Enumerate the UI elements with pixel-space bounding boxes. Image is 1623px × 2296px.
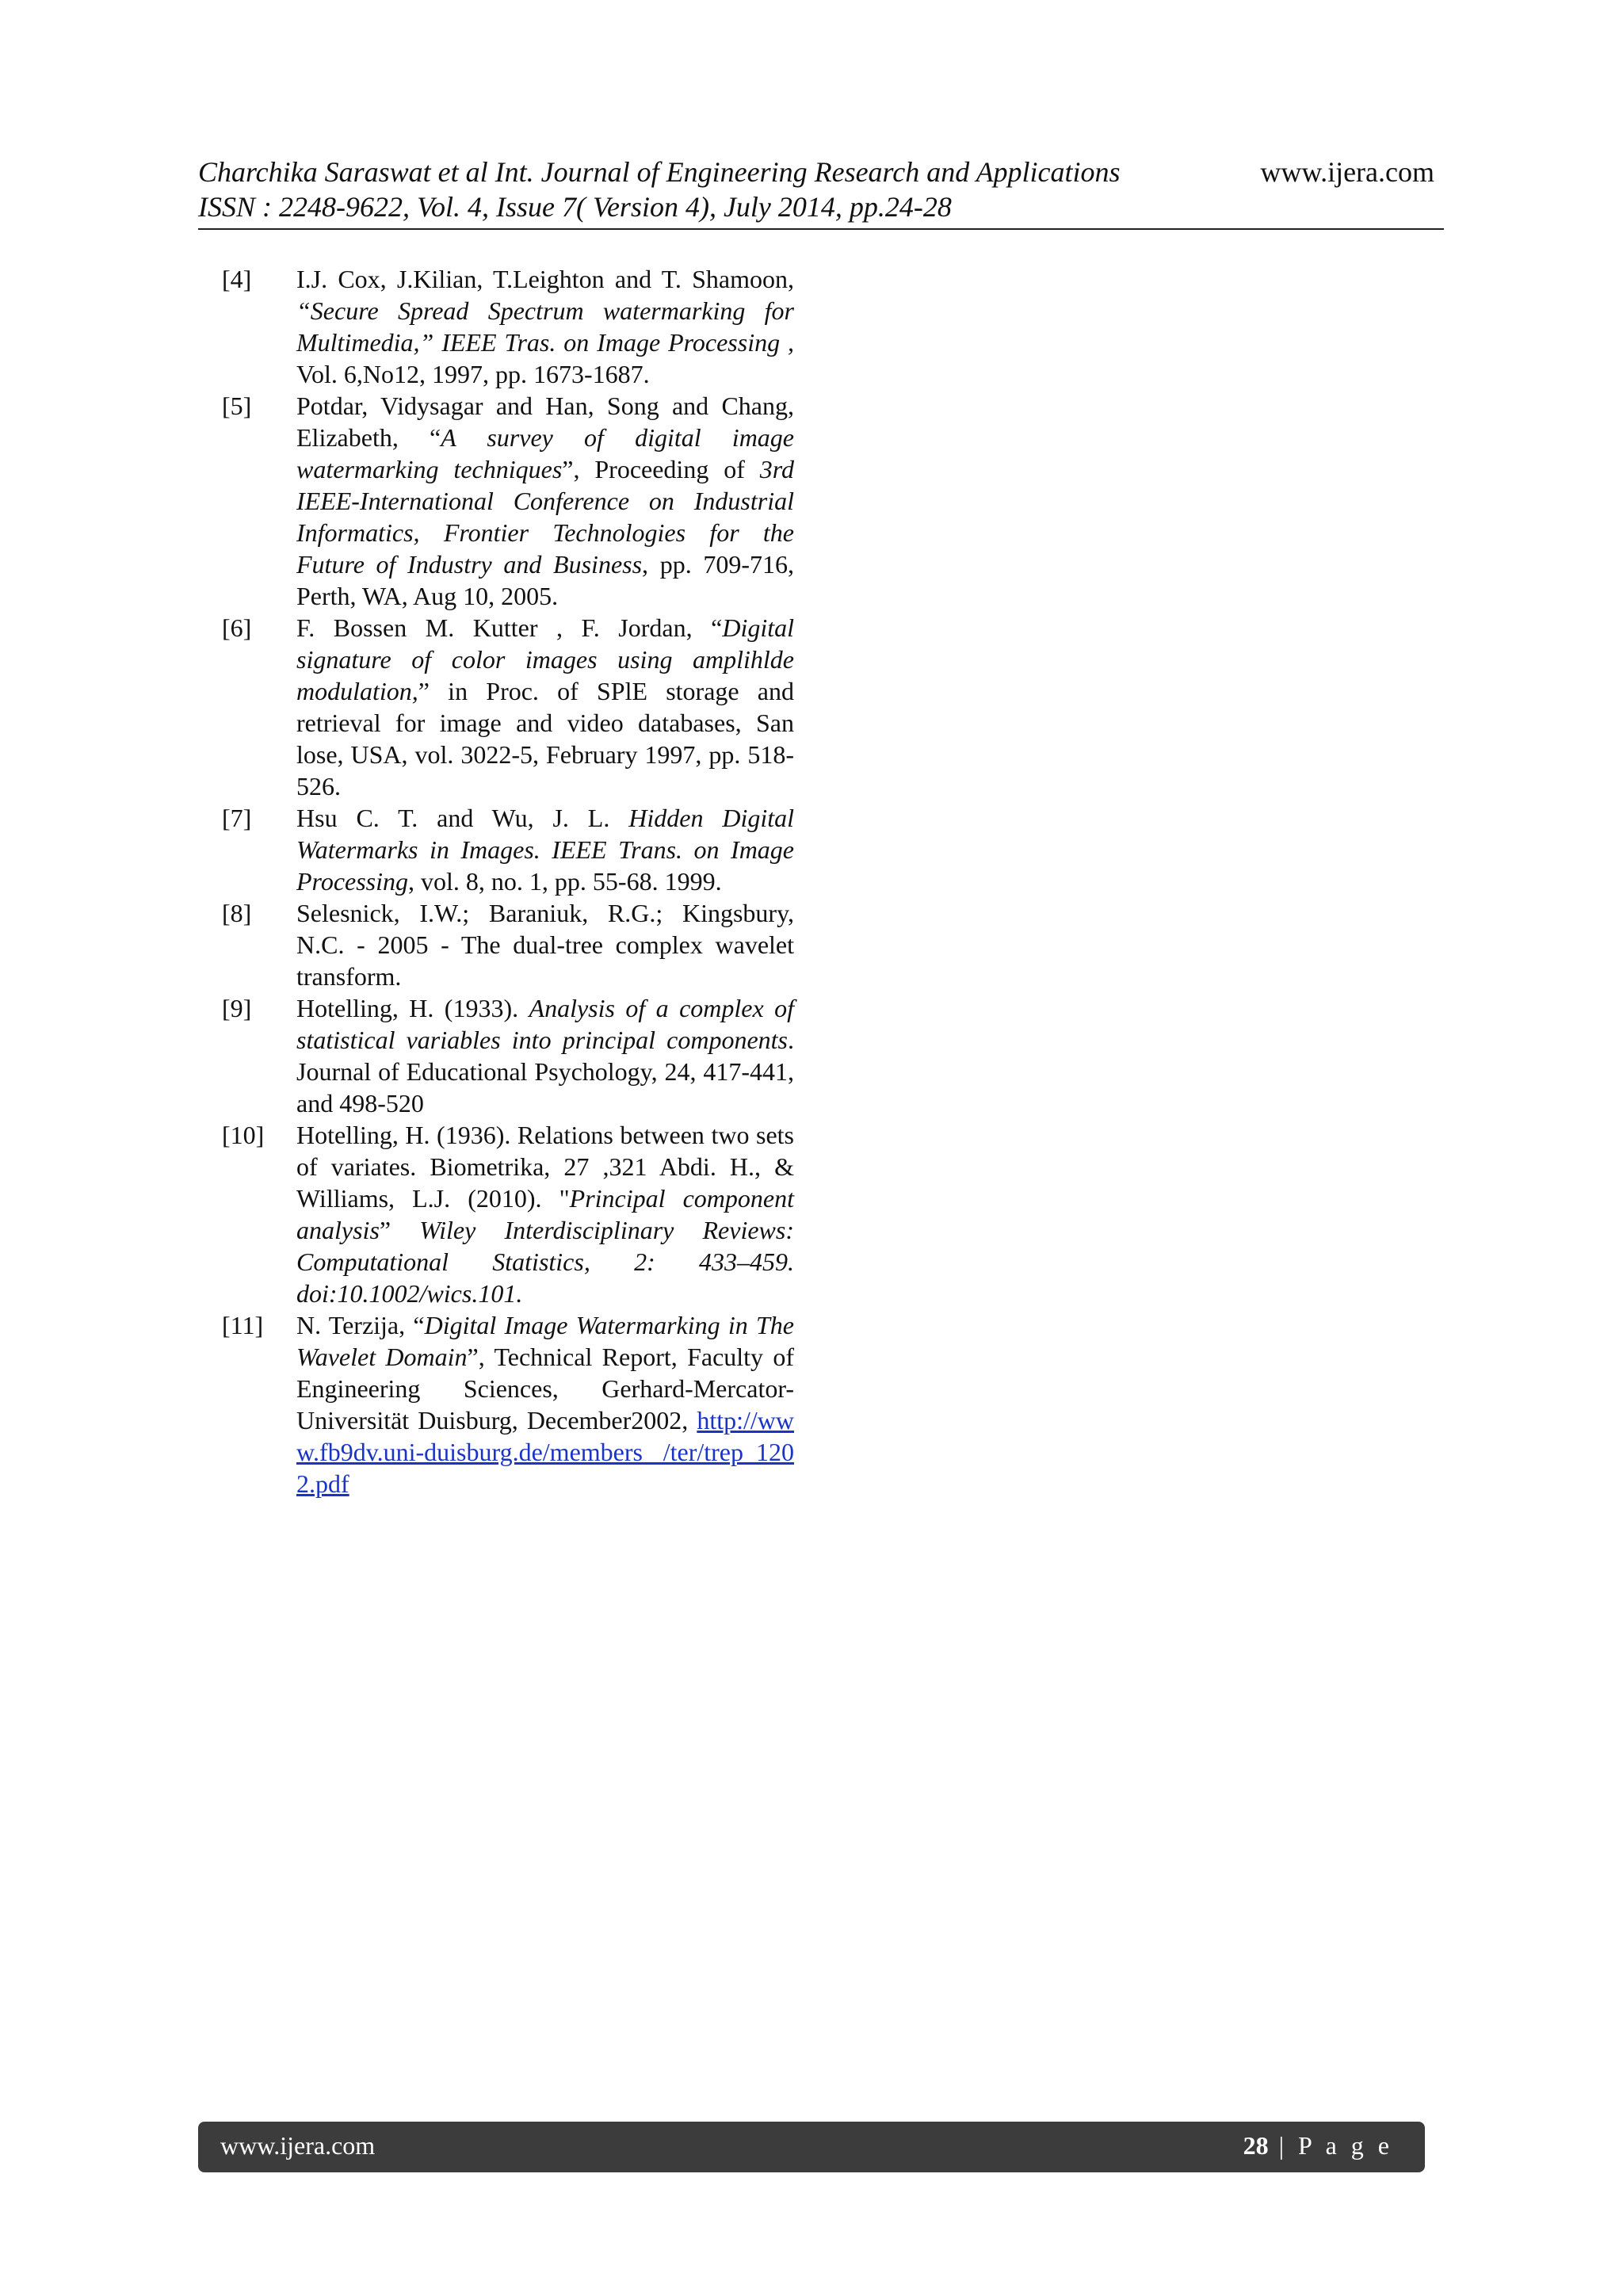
reference-11 bbox=[222, 1309, 794, 1499]
reference-4 bbox=[222, 263, 794, 390]
reference-6 bbox=[222, 612, 794, 802]
reference-number: [4] bbox=[222, 265, 252, 293]
reference-number: [5] bbox=[222, 392, 252, 420]
reference-number: [7] bbox=[222, 804, 252, 832]
reference-text: F. Bossen M. Kutter , F. Jordan, “Digital signature of color images using amplihlde modulation,” in Proc. of SPlE storage and retrieval for image and video databases, San lose, USA, vol. 3022-5, February 1997, pp. 518-526. bbox=[296, 613, 794, 800]
reference-text: Selesnick, I.W.; Baraniuk, R.G.; Kingsbury, N.C. - 2005 - The dual-tree complex wavelet transform. bbox=[296, 899, 794, 991]
reference-text: Potdar, Vidysagar and Han, Song and Chang, Elizabeth, “A survey of digital image watermarking techniques”, Proceeding of 3rd IEEE-International Conference on Industrial Informatics, Frontier Technologies for the Future of Industry and Business, pp. 709-716, Perth, WA, Aug 10, 2005. bbox=[296, 392, 795, 610]
journal-title: Charchika Saraswat et al Int. Journal of Engineering Research and Applications bbox=[198, 156, 1121, 188]
reference-number: [10] bbox=[222, 1121, 265, 1149]
journal-issn: ISSN : 2248-9622, Vol. 4, Issue 7( Version 4), July 2014, pp.24-28 bbox=[198, 191, 952, 223]
page-header bbox=[198, 155, 1444, 230]
reference-5 bbox=[222, 390, 794, 612]
page-footer bbox=[198, 2122, 1425, 2172]
reference-number: [9] bbox=[222, 994, 252, 1022]
reference-list bbox=[222, 263, 794, 1499]
reference-9 bbox=[222, 992, 794, 1119]
header-website[interactable]: www.ijera.com bbox=[1260, 156, 1434, 188]
footer-website[interactable]: www.ijera.com bbox=[220, 2131, 376, 2160]
reference-8 bbox=[222, 897, 794, 992]
page-number: 28 | P a g e bbox=[1243, 2131, 1393, 2160]
reference-7 bbox=[222, 802, 794, 897]
reference-number: [8] bbox=[222, 899, 252, 927]
reference-text: Hotelling, H. (1936). Relations between two sets of variates. Biometrika, 27 ,321 Abdi. H., & Williams, L.J. (2010). "Principal component analysis” Wiley Interdisciplinary Reviews: Computational Statistics, 2: 433–459. doi:10.1002/wics.101. bbox=[296, 1121, 795, 1308]
reference-number: [6] bbox=[222, 613, 252, 642]
reference-text: Hotelling, H. (1933). Analysis of a complex of statistical variables into principal components. Journal of Educational Psychology, 24, 417-441, and 498-520 bbox=[296, 994, 795, 1117]
reference-text: I.J. Cox, J.Kilian, T.Leighton and T. Shamoon, “Secure Spread Spectrum watermarking for Multimedia,” IEEE Tras. on Image Processing , Vol. 6,No12, 1997, pp. 1673-1687. bbox=[296, 265, 794, 388]
reference-text: Hsu C. T. and Wu, J. L. Hidden Digital Watermarks in Images. IEEE Trans. on Image Processing, vol. 8, no. 1, pp. 55-68. 1999. bbox=[296, 804, 795, 896]
reference-text: N. Terzija, “Digital Image Watermarking in The Wavelet Domain”, Technical Report, Faculty of Engineering Sciences, Gerhard-Mercator-Universität Duisburg, December2002, http://www.fb9dv.uni-duisburg.de/members /ter/trep_1202.pdf bbox=[296, 1311, 795, 1498]
reference-10 bbox=[222, 1119, 794, 1309]
reference-link[interactable]: http://www.fb9dv.uni-duisburg.de/members /ter/trep_1202.pdf bbox=[296, 1406, 794, 1498]
reference-number: [11] bbox=[222, 1311, 264, 1339]
